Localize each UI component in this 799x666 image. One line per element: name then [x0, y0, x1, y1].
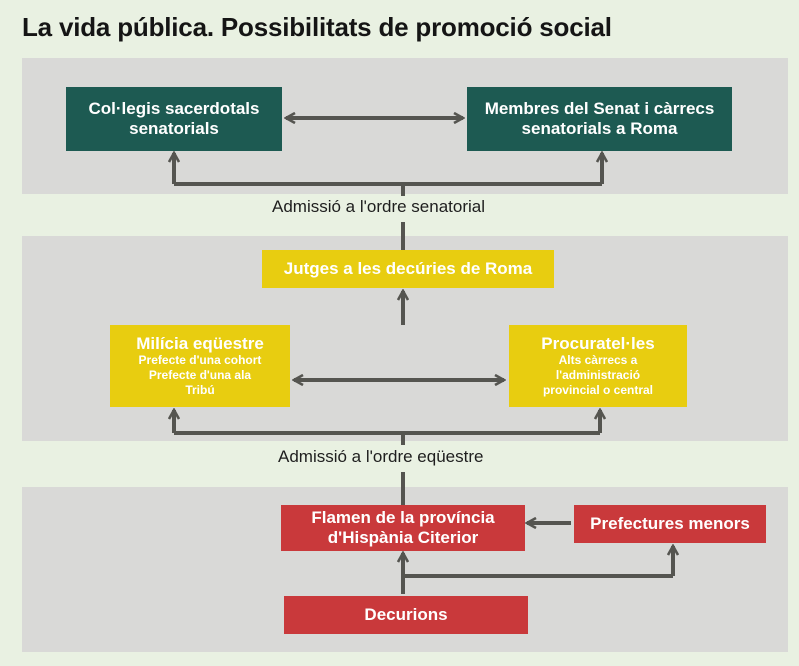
node-jutges-label: Jutges a les decúries de Roma [283, 259, 533, 279]
node-milicia-line: Tribú [185, 383, 215, 398]
node-membres-senat [467, 87, 732, 151]
node-collegis-sacerdotals [66, 87, 282, 151]
node-flamen-provincia [281, 505, 525, 551]
node-prefectures-label: Prefectures menors [590, 514, 750, 534]
node-milicia-line: Prefecte d'una ala [148, 368, 252, 383]
node-jutges-decuries [262, 250, 554, 288]
node-procuratel-title: Procuratel·les [541, 333, 655, 353]
node-collegis-label: Col·legis sacerdotals senatorials [88, 99, 260, 138]
node-procuratel-line: provincial o central [542, 383, 654, 398]
node-milicia-equestre [110, 325, 290, 407]
label-admissio-equestre: Admissió a l'ordre eqüestre [274, 447, 487, 467]
node-decurions-label: Decurions [364, 605, 448, 625]
node-procuratel-line: Alts càrrecs a [558, 353, 638, 368]
node-prefectures-menors [574, 505, 766, 543]
node-decurions [284, 596, 528, 634]
label-admissio-senatorial: Admissió a l'ordre senatorial [268, 197, 489, 217]
node-senat-label: Membres del Senat i càrrecs senatorials a Roma [484, 99, 715, 138]
node-milicia-title: Milícia eqüestre [136, 333, 264, 353]
node-procuratel-les [509, 325, 687, 407]
node-milicia-line: Prefecte d'una cohort [138, 353, 262, 368]
node-flamen-label: Flamen de la província d'Hispània Citerior [311, 508, 495, 547]
page-title: La vida pública. Possibilitats de promoció social [22, 12, 612, 42]
node-procuratel-line: l'administració [555, 368, 641, 383]
